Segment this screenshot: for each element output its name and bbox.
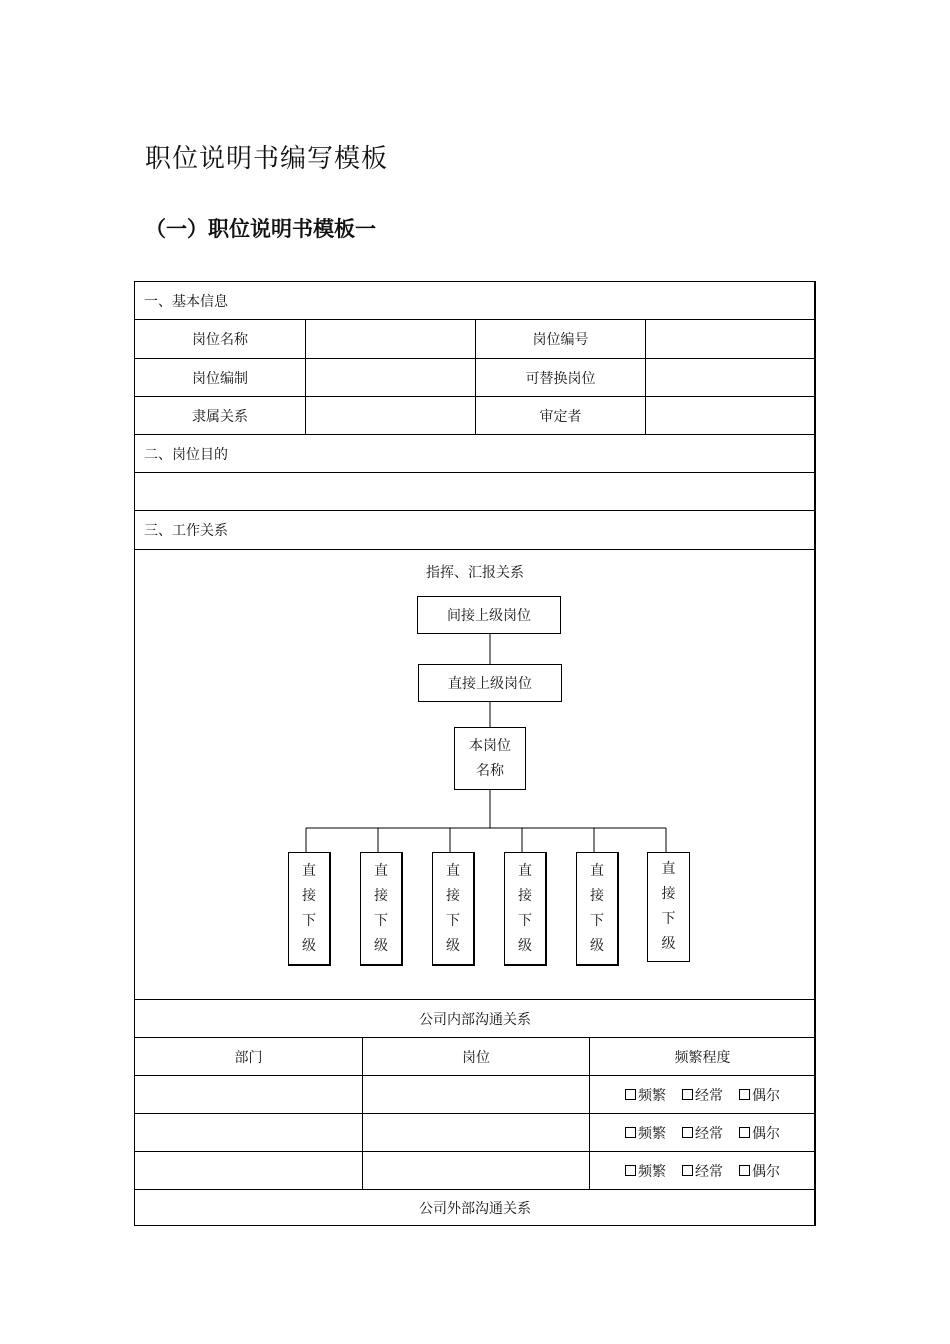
position-field[interactable] [362,1076,589,1113]
often-checkbox[interactable] [682,1085,723,1105]
occasional-checkbox[interactable] [739,1123,780,1143]
reporting-line-field[interactable] [305,397,475,434]
subordinate-char: 直 [446,862,460,879]
direct-superior-box: 直接上级岗位 [418,664,562,702]
department-field[interactable] [135,1152,362,1189]
approver-label: 审定者 [475,397,645,434]
document-title: 职位说明书编写模板 [145,144,389,174]
subordinate-char: 直 [661,861,676,877]
subordinate-char: 接 [446,887,460,904]
headcount-label: 岗位编制 [192,370,248,387]
subordinate-char: 直 [518,862,532,879]
subordinate-char: 直 [374,862,388,879]
option-label: 偶尔 [752,1087,780,1104]
subordinate-char: 下 [374,912,388,929]
position-number-label: 岗位编号 [475,320,645,358]
subordinate-char: 直 [590,862,604,879]
subordinate-char: 级 [302,937,316,954]
frequent-checkbox[interactable] [625,1085,666,1105]
this-position-line: 本岗位 [469,737,511,754]
option-label: 频繁 [638,1163,666,1180]
option-label: 经常 [695,1163,723,1180]
position-name-field[interactable] [305,320,475,358]
relations-header-row [135,511,815,550]
internal-comm-row [135,1076,815,1114]
purpose-field-row [135,473,815,511]
subordinate-char: 接 [374,887,388,904]
often-checkbox[interactable] [682,1123,723,1143]
occasional-checkbox[interactable] [739,1161,780,1181]
purpose-field[interactable] [135,473,815,510]
subordinate-char: 级 [374,937,388,954]
subordinate-char: 级 [518,937,532,954]
substitute-position-label: 可替换岗位 [475,359,645,396]
basic-info-header-row [135,282,815,320]
frequent-checkbox[interactable] [625,1123,666,1143]
option-label: 频繁 [638,1087,666,1104]
subordinate-char: 下 [446,912,460,929]
frequency-options [589,1076,815,1113]
checkbox-icon [739,1127,750,1138]
internal-comm-column-header-row [135,1038,815,1076]
subordinate-char: 接 [661,886,676,902]
position-name-label: 岗位名称 [192,332,248,348]
subordinate-char: 直 [302,862,316,879]
frequency-column-header: 频繁程度 [589,1038,815,1075]
org-chart-title: 指挥、汇报关系 [426,565,524,581]
internal-comm-row [135,1114,815,1152]
often-checkbox[interactable] [682,1161,723,1181]
subordinate-char: 接 [518,887,532,904]
subordinate-char: 下 [590,912,604,929]
checkbox-icon [739,1089,750,1100]
basic-info-row [135,320,815,359]
internal-comm-header-row [135,1000,815,1038]
subordinate-char: 级 [661,936,676,952]
job-description-form [134,281,816,1226]
indirect-superior-box: 间接上级岗位 [417,596,561,634]
basic-info-row [135,397,815,435]
option-label: 经常 [695,1087,723,1104]
checkbox-icon [739,1165,750,1176]
option-label: 经常 [695,1125,723,1142]
approver-field[interactable] [645,397,815,434]
frequency-options [589,1114,815,1151]
frequency-options [589,1152,815,1189]
subordinate-char: 下 [661,911,676,927]
subordinate-char: 级 [590,937,604,954]
position-field[interactable] [362,1152,589,1189]
basic-info-row [135,359,815,397]
department-field[interactable] [135,1076,362,1113]
subordinate-char: 下 [518,912,532,929]
option-label: 频繁 [638,1125,666,1142]
department-column-header: 部门 [234,1049,263,1066]
checkbox-icon [625,1165,636,1176]
checkbox-icon [682,1165,693,1176]
internal-comm-header: 公司内部沟通关系 [419,1011,531,1028]
checkbox-icon [682,1089,693,1100]
option-label: 偶尔 [752,1163,780,1180]
basic-info-header: 一、基本信息 [144,293,228,310]
subordinate-char: 接 [302,887,316,904]
checkbox-icon [625,1089,636,1100]
this-position-line: 名称 [476,762,504,779]
position-number-field[interactable] [645,320,815,358]
position-field[interactable] [362,1114,589,1151]
subordinate-char: 级 [446,937,460,954]
checkbox-icon [625,1127,636,1138]
purpose-header-row [135,435,815,473]
subordinate-char: 下 [302,912,316,929]
checkbox-icon [682,1127,693,1138]
option-label: 偶尔 [752,1125,780,1142]
relations-header: 三、工作关系 [144,523,228,539]
reporting-line-label: 隶属关系 [192,408,248,425]
external-comm-header: 公司外部沟通关系 [419,1200,531,1217]
subordinate-char: 接 [590,887,604,904]
occasional-checkbox[interactable] [739,1085,780,1105]
headcount-field[interactable] [305,359,475,396]
department-field[interactable] [135,1114,362,1151]
external-comm-header-row [135,1190,815,1225]
frequent-checkbox[interactable] [625,1161,666,1181]
org-chart-row [135,550,815,1000]
internal-comm-row [135,1152,815,1190]
purpose-header: 二、岗位目的 [144,446,228,463]
section-title: （一）职位说明书模板一 [145,217,376,241]
position-column-header: 岗位 [362,1038,589,1075]
substitute-position-field[interactable] [645,359,815,396]
